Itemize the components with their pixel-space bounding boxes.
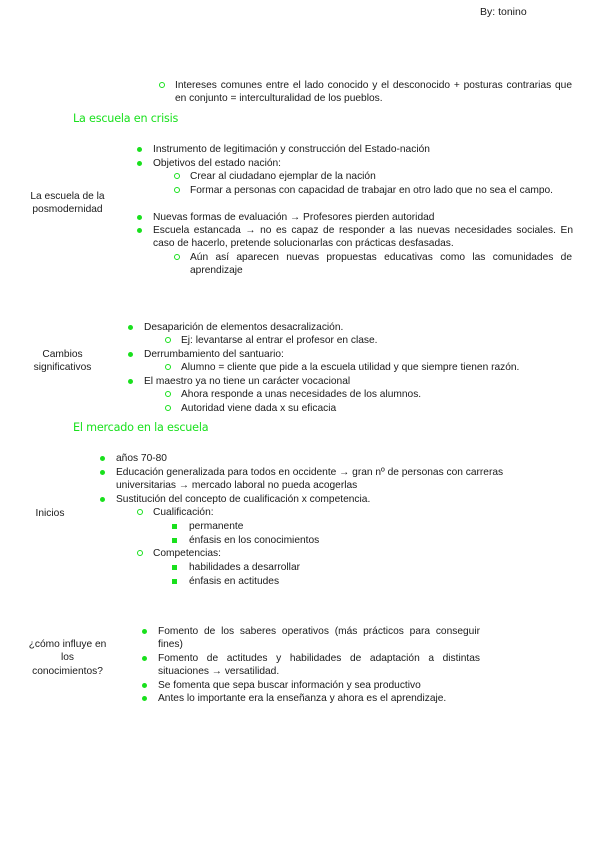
section-heading-escuela-crisis: La escuela en crisis	[73, 112, 179, 125]
list-item: permanente	[189, 520, 529, 533]
list-item: énfasis en los conocimientos	[189, 534, 529, 547]
list-item: Sustitución del concepto de cualificación x competencia.	[116, 493, 536, 506]
list-item: énfasis en actitudes	[189, 575, 529, 588]
list-item: Objetivos del estado nación:	[153, 157, 573, 170]
list-item: El maestro ya no tiene un carácter vocacional	[144, 375, 564, 388]
list-item: Se fomenta que sepa buscar información y sea productivo	[158, 679, 488, 692]
list-item: Desaparición de elementos desacralización.	[144, 321, 564, 334]
list-item: Crear al ciudadano ejemplar de la nación	[190, 170, 572, 183]
list-item: habilidades a desarrollar	[189, 561, 529, 574]
list-item: años 70-80	[116, 452, 536, 465]
list-item: Formar a personas con capacidad de trabajar en otro lado que no sea el campo.	[190, 184, 572, 197]
list-item: Aún así aparecen nuevas propuestas educativas como las comunidades de aprendizaje	[190, 252, 572, 277]
list-item: Ej: levantarse al entrar el profesor en clase.	[181, 334, 561, 347]
list-item: Ahora responde a unas necesidades de los alumnos.	[181, 388, 561, 401]
list-item: Cualificación:	[153, 506, 533, 519]
row-label-inicios: Inicios	[35, 508, 65, 519]
list-item: Instrumento de legitimación y construcción del Estado-nación	[153, 143, 573, 156]
list-item: Antes lo importante era la enseñanza y ahora es el aprendizaje.	[158, 692, 498, 705]
list-item: Nuevas formas de evaluación → Profesores pierden autoridad	[153, 211, 573, 224]
list-item: Fomento de actitudes y habilidades de adaptación a distintas situaciones → versatilidad.	[158, 653, 480, 678]
row-label-cambios: Cambios significativos	[33, 349, 92, 374]
list-item: Educación generalizada para todos en occidente → gran nº de personas con carreras universitarias → mercado laboral no pueda acogerlas	[116, 466, 536, 493]
list-item: Derrumbamiento del santuario:	[144, 348, 564, 361]
list-item: Escuela estancada → no es capaz de responder a las nuevas necesidades sociales. En caso de hacerlo, pretende solucionarlas con prácticas desfasadas.	[153, 225, 573, 250]
row-label-posmodernidad: La escuela de la posmodernidad	[30, 191, 105, 216]
list-item: Alumno = cliente que pide a la escuela utilidad y que siempre tienen razón.	[181, 361, 561, 374]
author-credit: By: tonino	[480, 6, 527, 18]
list-item: Fomento de los saberes operativos (más prácticos para conseguir fines)	[158, 626, 480, 651]
row-label-como-influye: ¿cómo influye en los conocimientos?	[28, 639, 107, 677]
section-heading-mercado-escuela: El mercado en la escuela	[73, 421, 209, 434]
list-item: Competencias:	[153, 547, 533, 560]
intro-item: Intereses comunes entre el lado conocido y el desconocido + posturas contrarias que en conjunto = interculturalidad de los pueblos.	[175, 80, 572, 105]
list-item: Autoridad viene dada x su eficacia	[181, 402, 561, 415]
